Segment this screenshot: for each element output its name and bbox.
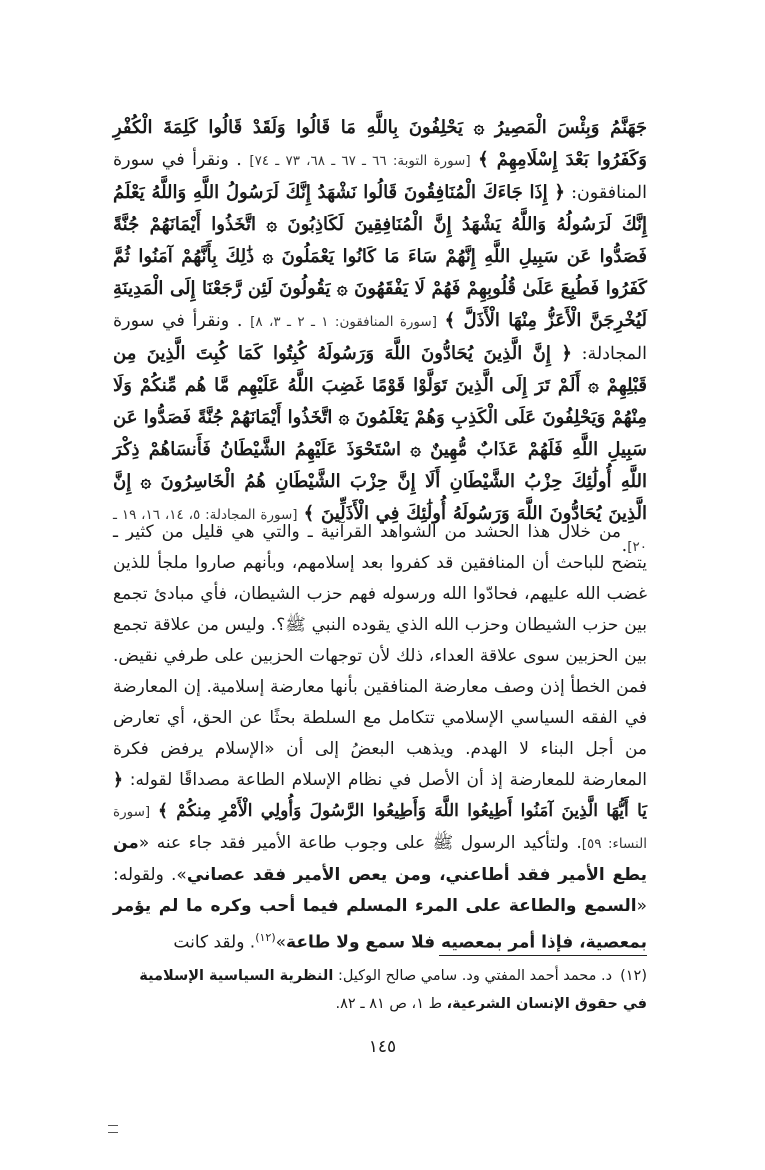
quran-quote-nisa: ﴿ يَا أَيُّهَا الَّذِينَ آمَنُوا أَطِيعُوا اللَّهَ وَأَطِيعُوا الرَّسُولَ وَأُولِي الْأَمْرِ مِنكُمْ ﴾ [113, 770, 648, 821]
footnote-number: (١٢) [620, 968, 647, 984]
hadith-quote-1: من يطع الأمير فقد أطاعني، ومن يعص الأمير فقد عصاني [113, 833, 647, 885]
surah-reference-tawbah: [سورة التوبة: ٦٦ ـ ٦٧ ـ ٦٨، ٧٣ ـ ٧٤] [249, 153, 471, 169]
body-text-part-3: ». ولقوله: « [113, 865, 647, 916]
body-paragraph [113, 517, 647, 959]
quran-quote-mujadila: ﴿ إِنَّ الَّذِينَ يُحَادُّونَ اللَّهَ وَرَسُولَهُ كُبِتُوا كَمَا كُبِتَ الَّذِينَ مِن قَبْلِهِمْ ۞ أَلَمْ تَرَ إِلَى الَّذِينَ تَوَلَّوْا قَوْمًا غَضِبَ اللَّهُ عَلَيْهِم مَّا هُم مِّنكُمْ وَلَا مِنْهُمْ وَيَحْلِفُونَ عَلَى الْكَذِبِ وَهُمْ يَعْلَمُونَ ۞ اتَّخَذُوا أَيْمَانَهُمْ جُنَّةً فَصَدُّوا عَن سَبِيلِ اللَّهِ فَلَهُمْ عَذَابٌ مُّهِينٌ ۞ اسْتَحْوَذَ عَلَيْهِمُ الشَّيْطَانُ فَأَنسَاهُمْ ذِكْرَ اللَّهِ أُولَٰئِكَ حِزْبُ الشَّيْطَانِ أَلَا إِنَّ حِزْبَ الشَّيْطَانِ هُمُ الْخَاسِرُونَ ۞ إِنَّ الَّذِينَ يُحَادُّونَ اللَّهَ وَرَسُولَهُ أُولَٰئِكَ فِي الْأَذَلِّينَ ﴾ [113, 343, 647, 524]
hadith-quote-2: السمع والطاعة على المرء المسلم فيما أحب وكره ما لم يؤمر بمعصية، فإذا أمر بمعصيه فلا سمع ولا طاعة [113, 896, 647, 953]
footnote-divider [439, 955, 647, 956]
surah-reference-munafiqun: [سورة المنافقون: ١ ـ ٢ ـ ٣، ٨] [250, 314, 437, 330]
surah-reference-mujadila: [سورة المجادلة: ٥، ١٤، ١٦، ١٩ ـ ٢٠] [113, 507, 647, 555]
quran-quote-tawbah: جَهَنَّمُ وَبِئْسَ الْمَصِيرُ ۞ يَحْلِفُونَ بِاللَّهِ مَا قَالُوا وَلَقَدْ قَالُوا كَلِمَةَ الْكُفْرِ وَكَفَرُوا بَعْدَ إِسْلَامِهِمْ ﴾ [113, 117, 647, 170]
intro-mujadila: . ونقرأ في سورة المجادلة: [113, 311, 647, 364]
footnote-title: النظرية السياسية الإسلامية في حقوق الإنسان الشرعية، [139, 968, 647, 1012]
footnote-details: ط ١، ص ٨١ ـ ٨٢. [335, 996, 443, 1012]
body-text-part-2: . ولتأكيد الرسول ﷺ على وجوب طاعة الأمير فقد جاء عنه « [138, 833, 582, 853]
footnote-authors: د. محمد أحمد المفتي ود. سامي صالح الوكيل: [337, 968, 613, 984]
footnote [113, 962, 647, 1018]
page-number: ١٤٥ [368, 1037, 397, 1057]
scan-mark [108, 1125, 118, 1133]
surah-reference-nisa: [سورة النساء: ٥٩] [113, 804, 647, 852]
quran-verses-block [113, 112, 647, 563]
footnote-reference[interactable]: (١٢) [255, 931, 276, 944]
quran-quote-munafiqun: ﴿ إِذَا جَاءَكَ الْمُنَافِقُونَ قَالُوا نَشْهَدُ إِنَّكَ لَرَسُولُ اللَّهِ وَاللَّهُ يَعْلَمُ إِنَّكَ لَرَسُولُهُ وَاللَّهُ يَشْهَدُ إِنَّ الْمُنَافِقِينَ لَكَاذِبُونَ ۞ اتَّخَذُوا أَيْمَانَهُمْ جُنَّةً فَصَدُّوا عَن سَبِيلِ اللَّهِ إِنَّهُمْ سَاءَ مَا كَانُوا يَعْمَلُونَ ۞ ذَٰلِكَ بِأَنَّهُمْ آمَنُوا ثُمَّ كَفَرُوا فَطُبِعَ عَلَىٰ قُلُوبِهِمْ فَهُمْ لَا يَفْقَهُونَ ۞ يَقُولُونَ لَئِن رَّجَعْنَا إِلَى الْمَدِينَةِ لَيُخْرِجَنَّ الْأَعَزُّ مِنْهَا الْأَذَلَّ ﴾ [113, 182, 647, 331]
body-text-part-5: . ولقد كانت [173, 932, 256, 953]
body-text-part-1: من خلال هذا الحشد من الشواهد القرآنية ـ والتي هي قليل من كثير ـ يتضح للباحث أن المنافقين قد كفروا بعد إسلامهم، وبأنهم صاروا ملجأ للذين غضب الله عليهم، فحادّوا الله ورسوله فهم حزب الشيطان، فأي مبادئ تجمع بين حزب الشيطان وحزب الله الذي يقوده النبي ﷺ؟. وليس من علاقة تجمع بين الحزبين سوى علاقة العداء، ذلك لأن توجهات الحزبين على طرفي نقيض. فمن الخطأ إذن وصف معارضة المنافقين بأنها معارضة إسلامية. إن المعارضة في الفقه السياسي الإسلامي تتكامل مع السلطة بحثًا عن الحق، أي تعارض من أجل البناء لا الهدم. ويذهب البعضُ إلى أن «الإسلام يرفض فكرة المعارضة للمعارضة إذ أن الأصل في نظام الإسلام الطاعة مصداقًا لقوله: [113, 522, 648, 790]
intro-munafiqun: . ونقرأ في سورة المنافقون: [113, 150, 647, 203]
verses-end-period: . [621, 536, 628, 556]
body-paragraph-block [113, 517, 647, 959]
body-text-part-4: » [275, 932, 287, 953]
